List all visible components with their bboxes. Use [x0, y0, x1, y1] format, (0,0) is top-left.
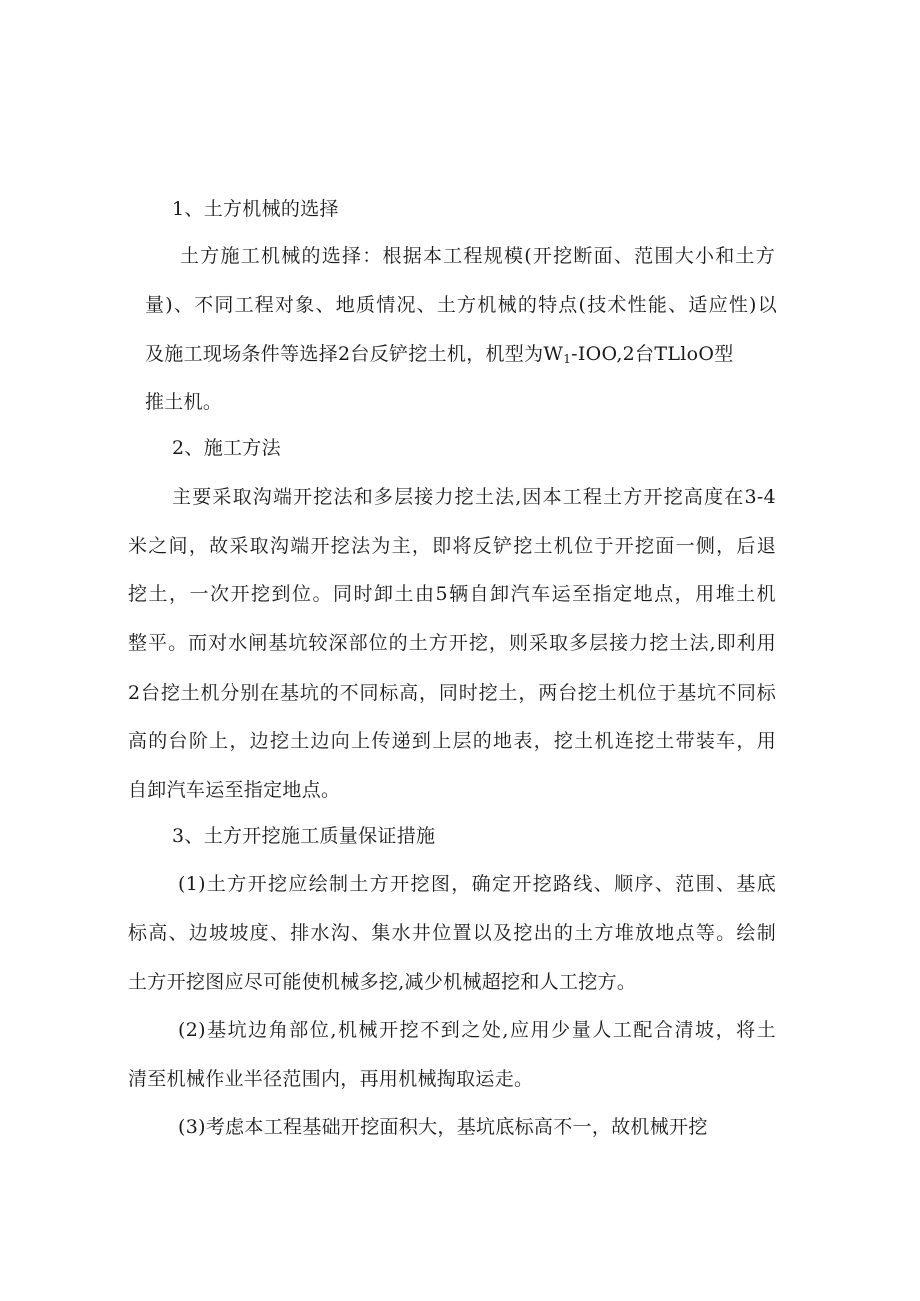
paragraph-2-line-3: 挖土，一次开挖到位。同时卸土由5辆自卸汽车运至指定地点，用堆土机 [128, 583, 776, 605]
paragraph-2-line-1: 主要采取沟端开挖法和多层接力挖土法,因本工程土方开挖高度在3-4 [172, 486, 776, 508]
item-2-line-1: (2)基坑边角部位,机械开挖不到之处,应用少量人工配合清坡，将土 [178, 1019, 776, 1041]
item-1-line-3: 土方开挖图应尽可能使机械多挖,减少机械超挖和人工挖方。 [128, 971, 637, 993]
paragraph-2-line-6: 高的台阶上，边挖土边向上传递到上层的地表，挖土机连挖土带装车，用 [128, 730, 776, 752]
section-heading-3: 3、土方开挖施工质量保证措施 [172, 825, 436, 847]
paragraph-1-line-3-text-b: -IOO,2台TLloO型 [571, 343, 734, 365]
paragraph-1-line-3-text-a: 及施工现场条件等选择2台反铲挖土机，机型为W [145, 343, 564, 365]
item-1-line-1: (1)土方开挖应绘制土方开挖图，确定开挖路线、顺序、范围、基底 [178, 873, 776, 895]
paragraph-2-line-5: 2台挖土机分别在基坑的不同标高，同时挖土，两台挖土机位于基坑不同标 [128, 682, 776, 704]
section-heading-1: 1、土方机械的选择 [172, 198, 339, 220]
item-2-line-2: 清至机械作业半径范围内，再用机械掏取运走。 [128, 1068, 534, 1090]
paragraph-1-line-3-subscript: 1 [563, 352, 572, 366]
paragraph-2-line-2: 米之间，故采取沟端开挖法为主，即将反铲挖土机位于开挖面一侧，后退 [128, 535, 776, 557]
item-1-line-2: 标高、边坡坡度、排水沟、集水井位置以及挖出的土方堆放地点等。绘制 [128, 922, 776, 944]
paragraph-1-line-3 [145, 341, 734, 367]
paragraph-1-line-4: 推土机。 [145, 391, 223, 413]
paragraph-1-line-1: 土方施工机械的选择：根据本工程规模(开挖断面、范围大小和土方 [180, 245, 775, 267]
paragraph-1-line-2: 量)、不同工程对象、地质情况、土方机械的特点(技术性能、适应性)以 [145, 294, 777, 316]
paragraph-2-line-4: 整平。而对水闸基坑较深部位的土方开挖，则采取多层接力挖土法,即利用 [128, 632, 776, 654]
item-3-line-1: (3)考虑本工程基础开挖面积大，基坑底标高不一，故机械开挖 [178, 1116, 708, 1138]
section-heading-2: 2、施工方法 [172, 437, 281, 459]
paragraph-2-line-7: 自卸汽车运至指定地点。 [128, 779, 341, 801]
